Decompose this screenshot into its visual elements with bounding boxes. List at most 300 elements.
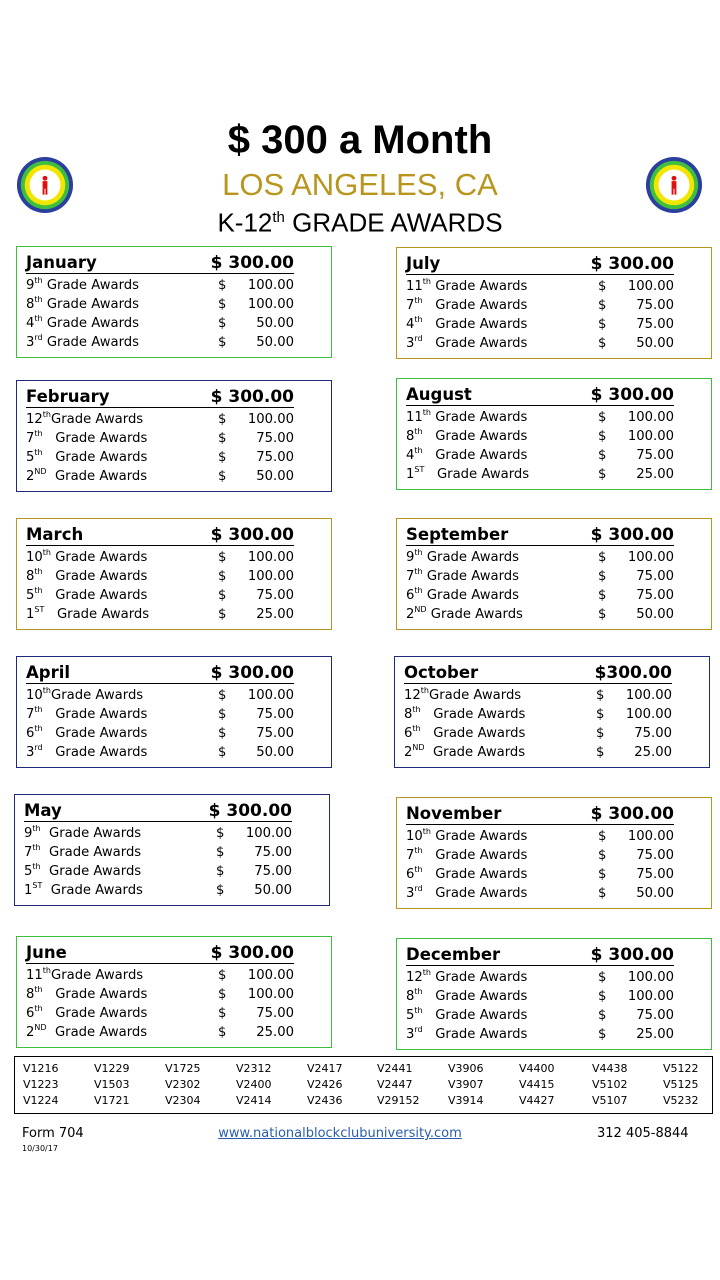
currency-symbol: $ (218, 726, 227, 741)
award-amount: 75.00 (256, 1006, 294, 1021)
grade-ordinal: th (412, 705, 421, 714)
currency-symbol: $ (598, 550, 607, 565)
award-amount: 75.00 (636, 588, 674, 603)
award-row (406, 1025, 674, 1044)
month-header (406, 525, 674, 546)
grade-spacer (42, 883, 50, 898)
grade-spacer (421, 707, 434, 722)
grade-ordinal: th (34, 985, 43, 994)
grade-spacer (47, 469, 55, 484)
currency-symbol: $ (218, 412, 227, 427)
award-grade (26, 1023, 147, 1042)
month-name: March (26, 525, 84, 544)
vendor-code: V2400 (236, 1078, 272, 1091)
grade-label: Grade Awards (430, 607, 523, 622)
award-amount: 25.00 (636, 467, 674, 482)
grade-number: 10 (26, 550, 43, 565)
month-box-april (16, 656, 332, 768)
month-header (406, 385, 674, 406)
vendor-code: V2417 (307, 1062, 343, 1075)
month-box-december (396, 938, 712, 1050)
award-amount: 75.00 (256, 707, 294, 722)
grade-spacer (423, 317, 436, 332)
award-amount: 25.00 (636, 1027, 674, 1042)
grade-ordinal: ST (414, 465, 425, 474)
award-grade (406, 408, 527, 427)
award-grade (406, 567, 519, 586)
grade-label: Grade Awards (435, 298, 528, 313)
form-date: 10/30/17 (22, 1144, 58, 1153)
month-header (406, 945, 674, 966)
award-amount: 50.00 (636, 336, 674, 351)
award-row (26, 586, 294, 605)
grade-label: Grade Awards (46, 278, 139, 293)
currency-symbol: $ (598, 886, 607, 901)
grade-ordinal: th (42, 548, 51, 557)
month-total: $ 300.00 (210, 387, 294, 407)
award-amount: 75.00 (636, 298, 674, 313)
award-grade (26, 276, 139, 295)
award-row (404, 743, 672, 762)
award-grade (26, 743, 147, 762)
grade-label: Grade Awards (55, 588, 148, 603)
award-amount: 75.00 (636, 448, 674, 463)
award-grade (406, 605, 523, 624)
award-amount: 75.00 (634, 726, 672, 741)
month-header (406, 804, 674, 825)
month-box-may (14, 794, 330, 906)
grade-spacer (423, 989, 436, 1004)
vendor-code: V2436 (307, 1094, 343, 1107)
grade-label: Grade Awards (49, 826, 142, 841)
month-name: December (406, 945, 501, 964)
award-grade (26, 333, 139, 352)
grade-ordinal: th (32, 824, 41, 833)
grade-spacer (421, 726, 434, 741)
award-grade (404, 743, 525, 762)
award-row (406, 605, 674, 624)
award-row (26, 743, 294, 762)
currency-symbol: $ (218, 607, 227, 622)
currency-symbol: $ (598, 588, 607, 603)
grade-label: Grade Awards (51, 412, 144, 427)
grade-ordinal: ND (34, 1023, 47, 1032)
month-name: January (26, 253, 97, 272)
award-grade (26, 567, 147, 586)
grade-ordinal: th (32, 862, 41, 871)
month-box-january (16, 246, 332, 358)
grade-spacer (423, 298, 436, 313)
award-row (406, 296, 674, 315)
grade-label: Grade Awards (436, 467, 530, 482)
grade-number: 1 (26, 607, 35, 622)
award-row (406, 968, 674, 987)
currency-symbol: $ (598, 448, 607, 463)
grade-label: Grade Awards (435, 989, 528, 1004)
award-amount: 25.00 (256, 1025, 294, 1040)
grade-spacer (423, 448, 436, 463)
grade-number: 5 (406, 1008, 415, 1023)
grade-ordinal: th (34, 295, 43, 304)
grade-number: 8 (26, 297, 35, 312)
award-row (26, 724, 294, 743)
grade-number: 11 (26, 968, 43, 983)
award-grade (406, 427, 527, 446)
vendor-code: V5232 (663, 1094, 699, 1107)
grade-ordinal: ND (412, 743, 425, 752)
award-row (24, 824, 292, 843)
month-total: $ 300.00 (210, 253, 294, 273)
award-amount: 100.00 (627, 429, 674, 444)
vendor-code: V2447 (377, 1078, 413, 1091)
grade-ordinal: ST (32, 881, 43, 890)
grade-label: Grade Awards (55, 450, 148, 465)
vendor-code: V5102 (592, 1078, 628, 1091)
award-grade (24, 824, 141, 843)
grade-spacer (43, 745, 56, 760)
grade-number: 3 (406, 1027, 415, 1042)
grade-spacer (43, 987, 56, 1002)
month-total: $ 300.00 (210, 943, 294, 963)
grade-label: Grade Awards (51, 688, 144, 703)
award-grade (406, 446, 527, 465)
vendor-code: V1725 (165, 1062, 201, 1075)
award-amount: 100.00 (247, 412, 294, 427)
award-amount: 100.00 (247, 987, 294, 1002)
grade-spacer (43, 569, 56, 584)
award-row (406, 334, 674, 353)
award-grade (24, 862, 141, 881)
grade-ordinal: th (34, 567, 43, 576)
award-row (404, 686, 672, 705)
award-amount: 50.00 (636, 886, 674, 901)
currency-symbol: $ (596, 726, 605, 741)
award-amount: 75.00 (256, 431, 294, 446)
grade-ordinal: th (412, 724, 421, 733)
month-name: November (406, 804, 502, 823)
grade-ordinal: th (42, 686, 51, 695)
vendor-code: V2312 (236, 1062, 272, 1075)
grade-spacer (43, 450, 56, 465)
grade-label: Grade Awards (435, 1008, 528, 1023)
vendor-code: V2302 (165, 1078, 201, 1091)
award-amount: 100.00 (247, 278, 294, 293)
grade-ordinal: th (414, 586, 423, 595)
grade-number: 9 (24, 826, 33, 841)
grade-ordinal: th (414, 427, 423, 436)
award-row (406, 567, 674, 586)
award-row (24, 862, 292, 881)
award-grade (406, 315, 527, 334)
month-name: May (24, 801, 62, 820)
grade-label: Grade Awards (435, 970, 528, 985)
currency-symbol: $ (598, 848, 607, 863)
grade-label: Grade Awards (46, 297, 139, 312)
grade-ordinal: ND (414, 605, 427, 614)
currency-symbol: $ (598, 298, 607, 313)
grade-label: Grade Awards (55, 1006, 148, 1021)
grade-label: Grade Awards (49, 845, 142, 860)
currency-symbol: $ (218, 550, 227, 565)
award-row (24, 843, 292, 862)
phone-number: 312 405-8844 (597, 1126, 689, 1141)
currency-symbol: $ (598, 410, 607, 425)
grade-number: 7 (24, 845, 33, 860)
award-amount: 50.00 (254, 883, 292, 898)
grade-spacer (43, 726, 56, 741)
award-grade (404, 705, 525, 724)
grade-label: Grade Awards (56, 607, 150, 622)
grade-ordinal: th (422, 408, 431, 417)
vendor-code: V2441 (377, 1062, 413, 1075)
award-amount: 75.00 (636, 867, 674, 882)
month-box-august (396, 378, 712, 490)
grade-spacer (41, 864, 49, 879)
currency-symbol: $ (216, 883, 225, 898)
month-total: $ 300.00 (590, 945, 674, 965)
vendor-code: V5107 (592, 1094, 628, 1107)
currency-symbol: $ (596, 707, 605, 722)
currency-symbol: $ (598, 970, 607, 985)
award-amount: 100.00 (247, 688, 294, 703)
award-amount: 100.00 (245, 826, 292, 841)
grade-number: 8 (26, 987, 35, 1002)
grade-label: Grade Awards (426, 569, 519, 584)
award-row (26, 429, 294, 448)
award-amount: 50.00 (256, 335, 294, 350)
grade-number: 7 (406, 848, 415, 863)
grade-label: Grade Awards (433, 726, 526, 741)
award-amount: 100.00 (247, 569, 294, 584)
vendor-code: V1721 (94, 1094, 130, 1107)
grade-label: Grade Awards (55, 987, 148, 1002)
award-grade (406, 548, 519, 567)
grade-ordinal: th (34, 314, 43, 323)
award-row (26, 1023, 294, 1042)
club-logo-icon (16, 156, 74, 214)
grade-ordinal: th (34, 448, 43, 457)
grade-label: Grade Awards (435, 410, 528, 425)
currency-symbol: $ (598, 867, 607, 882)
grade-label: Grade Awards (54, 469, 148, 484)
award-amount: 75.00 (254, 845, 292, 860)
award-row (406, 315, 674, 334)
vendor-code: V1224 (23, 1094, 59, 1107)
grade-spacer (425, 745, 433, 760)
grade-label: Grade Awards (49, 864, 142, 879)
grade-spacer (43, 707, 56, 722)
award-amount: 100.00 (627, 410, 674, 425)
month-name: June (26, 943, 67, 962)
award-amount: 100.00 (247, 550, 294, 565)
award-grade (26, 548, 147, 567)
grade-label: Grade Awards (435, 448, 528, 463)
grade-number: 7 (26, 431, 35, 446)
grade-ordinal: th (42, 966, 51, 975)
grade-ordinal: th (34, 586, 43, 595)
grade-number: 4 (26, 316, 35, 331)
award-row (406, 827, 674, 846)
award-amount: 25.00 (256, 607, 294, 622)
grade-number: 5 (24, 864, 33, 879)
vendor-code: V3907 (448, 1078, 484, 1091)
grade-number: 7 (406, 569, 415, 584)
award-grade (406, 987, 527, 1006)
award-amount: 75.00 (254, 864, 292, 879)
award-amount: 75.00 (636, 569, 674, 584)
grade-ordinal: th (414, 567, 423, 576)
grade-spacer (43, 1006, 56, 1021)
subtitle-grade-range: K-12 (217, 207, 273, 238)
award-grade (406, 1025, 527, 1044)
month-name: April (26, 663, 71, 682)
grade-ordinal: th (414, 446, 423, 455)
award-grade (406, 884, 527, 903)
currency-symbol: $ (218, 1025, 227, 1040)
award-amount: 75.00 (636, 1008, 674, 1023)
grade-label: Grade Awards (433, 707, 526, 722)
grade-ordinal: th (422, 277, 431, 286)
month-box-june (16, 936, 332, 1048)
month-box-october (394, 656, 710, 768)
currency-symbol: $ (598, 1027, 607, 1042)
currency-symbol: $ (598, 429, 607, 444)
award-amount: 100.00 (247, 297, 294, 312)
grade-number: 12 (26, 412, 43, 427)
month-box-september (396, 518, 712, 630)
vendor-codes-table (14, 1056, 713, 1114)
form-number: Form 704 (22, 1126, 84, 1141)
currency-symbol: $ (218, 569, 227, 584)
grade-ordinal: th (414, 865, 423, 874)
award-grade (26, 966, 143, 985)
month-total: $ 300.00 (590, 254, 674, 274)
currency-symbol: $ (598, 336, 607, 351)
award-grade (26, 724, 147, 743)
grade-label: Grade Awards (435, 867, 528, 882)
currency-symbol: $ (218, 316, 227, 331)
award-grade (26, 705, 147, 724)
award-amount: 75.00 (636, 848, 674, 863)
currency-symbol: $ (598, 279, 607, 294)
award-grade (24, 881, 143, 900)
month-name: October (404, 663, 479, 682)
award-grade (406, 865, 527, 884)
currency-symbol: $ (216, 845, 225, 860)
currency-symbol: $ (598, 467, 607, 482)
vendor-code: V4400 (519, 1062, 555, 1075)
currency-symbol: $ (218, 469, 227, 484)
award-row (26, 548, 294, 567)
month-box-february (16, 380, 332, 492)
award-grade (406, 586, 519, 605)
grade-number: 6 (406, 588, 415, 603)
page-title: $ 300 a Month (227, 118, 493, 162)
month-total: $ 300.00 (210, 525, 294, 545)
vendor-code: V4427 (519, 1094, 555, 1107)
currency-symbol: $ (596, 745, 605, 760)
club-logo-icon (645, 156, 703, 214)
award-grade (26, 985, 147, 1004)
grade-ordinal: th (34, 1004, 43, 1013)
award-amount: 100.00 (625, 688, 672, 703)
grade-ordinal: th (422, 968, 431, 977)
award-row (406, 884, 674, 903)
grade-label: Grade Awards (46, 335, 140, 350)
award-amount: 25.00 (634, 745, 672, 760)
grade-ordinal: rd (414, 334, 423, 343)
grade-label: Grade Awards (435, 336, 528, 351)
award-row (406, 846, 674, 865)
award-grade (26, 686, 143, 705)
currency-symbol: $ (218, 450, 227, 465)
month-total: $ 300.00 (208, 801, 292, 821)
vendor-code: V1223 (23, 1078, 59, 1091)
currency-symbol: $ (598, 607, 607, 622)
website-link[interactable]: www.nationalblockclubuniversity.com (218, 1126, 462, 1141)
grade-number: 2 (26, 469, 35, 484)
grade-number: 6 (26, 726, 35, 741)
grade-spacer (41, 826, 49, 841)
grade-number: 8 (406, 429, 415, 444)
award-row (26, 567, 294, 586)
award-row (406, 865, 674, 884)
currency-symbol: $ (218, 335, 227, 350)
grade-number: 11 (406, 410, 423, 425)
month-total: $ 300.00 (590, 525, 674, 545)
grade-spacer (41, 845, 49, 860)
grade-label: Grade Awards (55, 550, 148, 565)
award-row (26, 314, 294, 333)
month-total: $300.00 (594, 663, 672, 683)
award-row (404, 724, 672, 743)
award-amount: 75.00 (256, 588, 294, 603)
grade-label: Grade Awards (426, 588, 519, 603)
vendor-code: V2304 (165, 1094, 201, 1107)
currency-symbol: $ (218, 968, 227, 983)
grade-ordinal: th (414, 846, 423, 855)
award-grade (406, 1006, 527, 1025)
grade-ordinal: rd (34, 333, 43, 342)
grade-number: 6 (26, 1006, 35, 1021)
grade-ordinal: rd (414, 884, 423, 893)
grade-spacer (423, 1027, 436, 1042)
vendor-code: V1216 (23, 1062, 59, 1075)
grade-ordinal: th (34, 429, 43, 438)
grade-ordinal: th (414, 548, 423, 557)
currency-symbol: $ (216, 826, 225, 841)
month-name: February (26, 387, 110, 406)
award-row (406, 586, 674, 605)
currency-symbol: $ (598, 317, 607, 332)
grade-label: Grade Awards (435, 1027, 528, 1042)
grade-number: 3 (406, 336, 415, 351)
grade-label: Grade Awards (46, 316, 139, 331)
grade-awards-subtitle (0, 202, 720, 239)
grade-number: 3 (406, 886, 415, 901)
award-row (26, 966, 294, 985)
grade-number: 5 (26, 450, 35, 465)
grade-spacer (424, 467, 437, 482)
grade-label: Grade Awards (51, 968, 144, 983)
grade-number: 5 (26, 588, 35, 603)
subtitle-ordinal: th (272, 209, 285, 226)
award-grade (26, 410, 143, 429)
grade-spacer (423, 1008, 436, 1023)
grade-number: 11 (406, 279, 423, 294)
grade-number: 4 (406, 317, 415, 332)
vendor-code: V4415 (519, 1078, 555, 1091)
